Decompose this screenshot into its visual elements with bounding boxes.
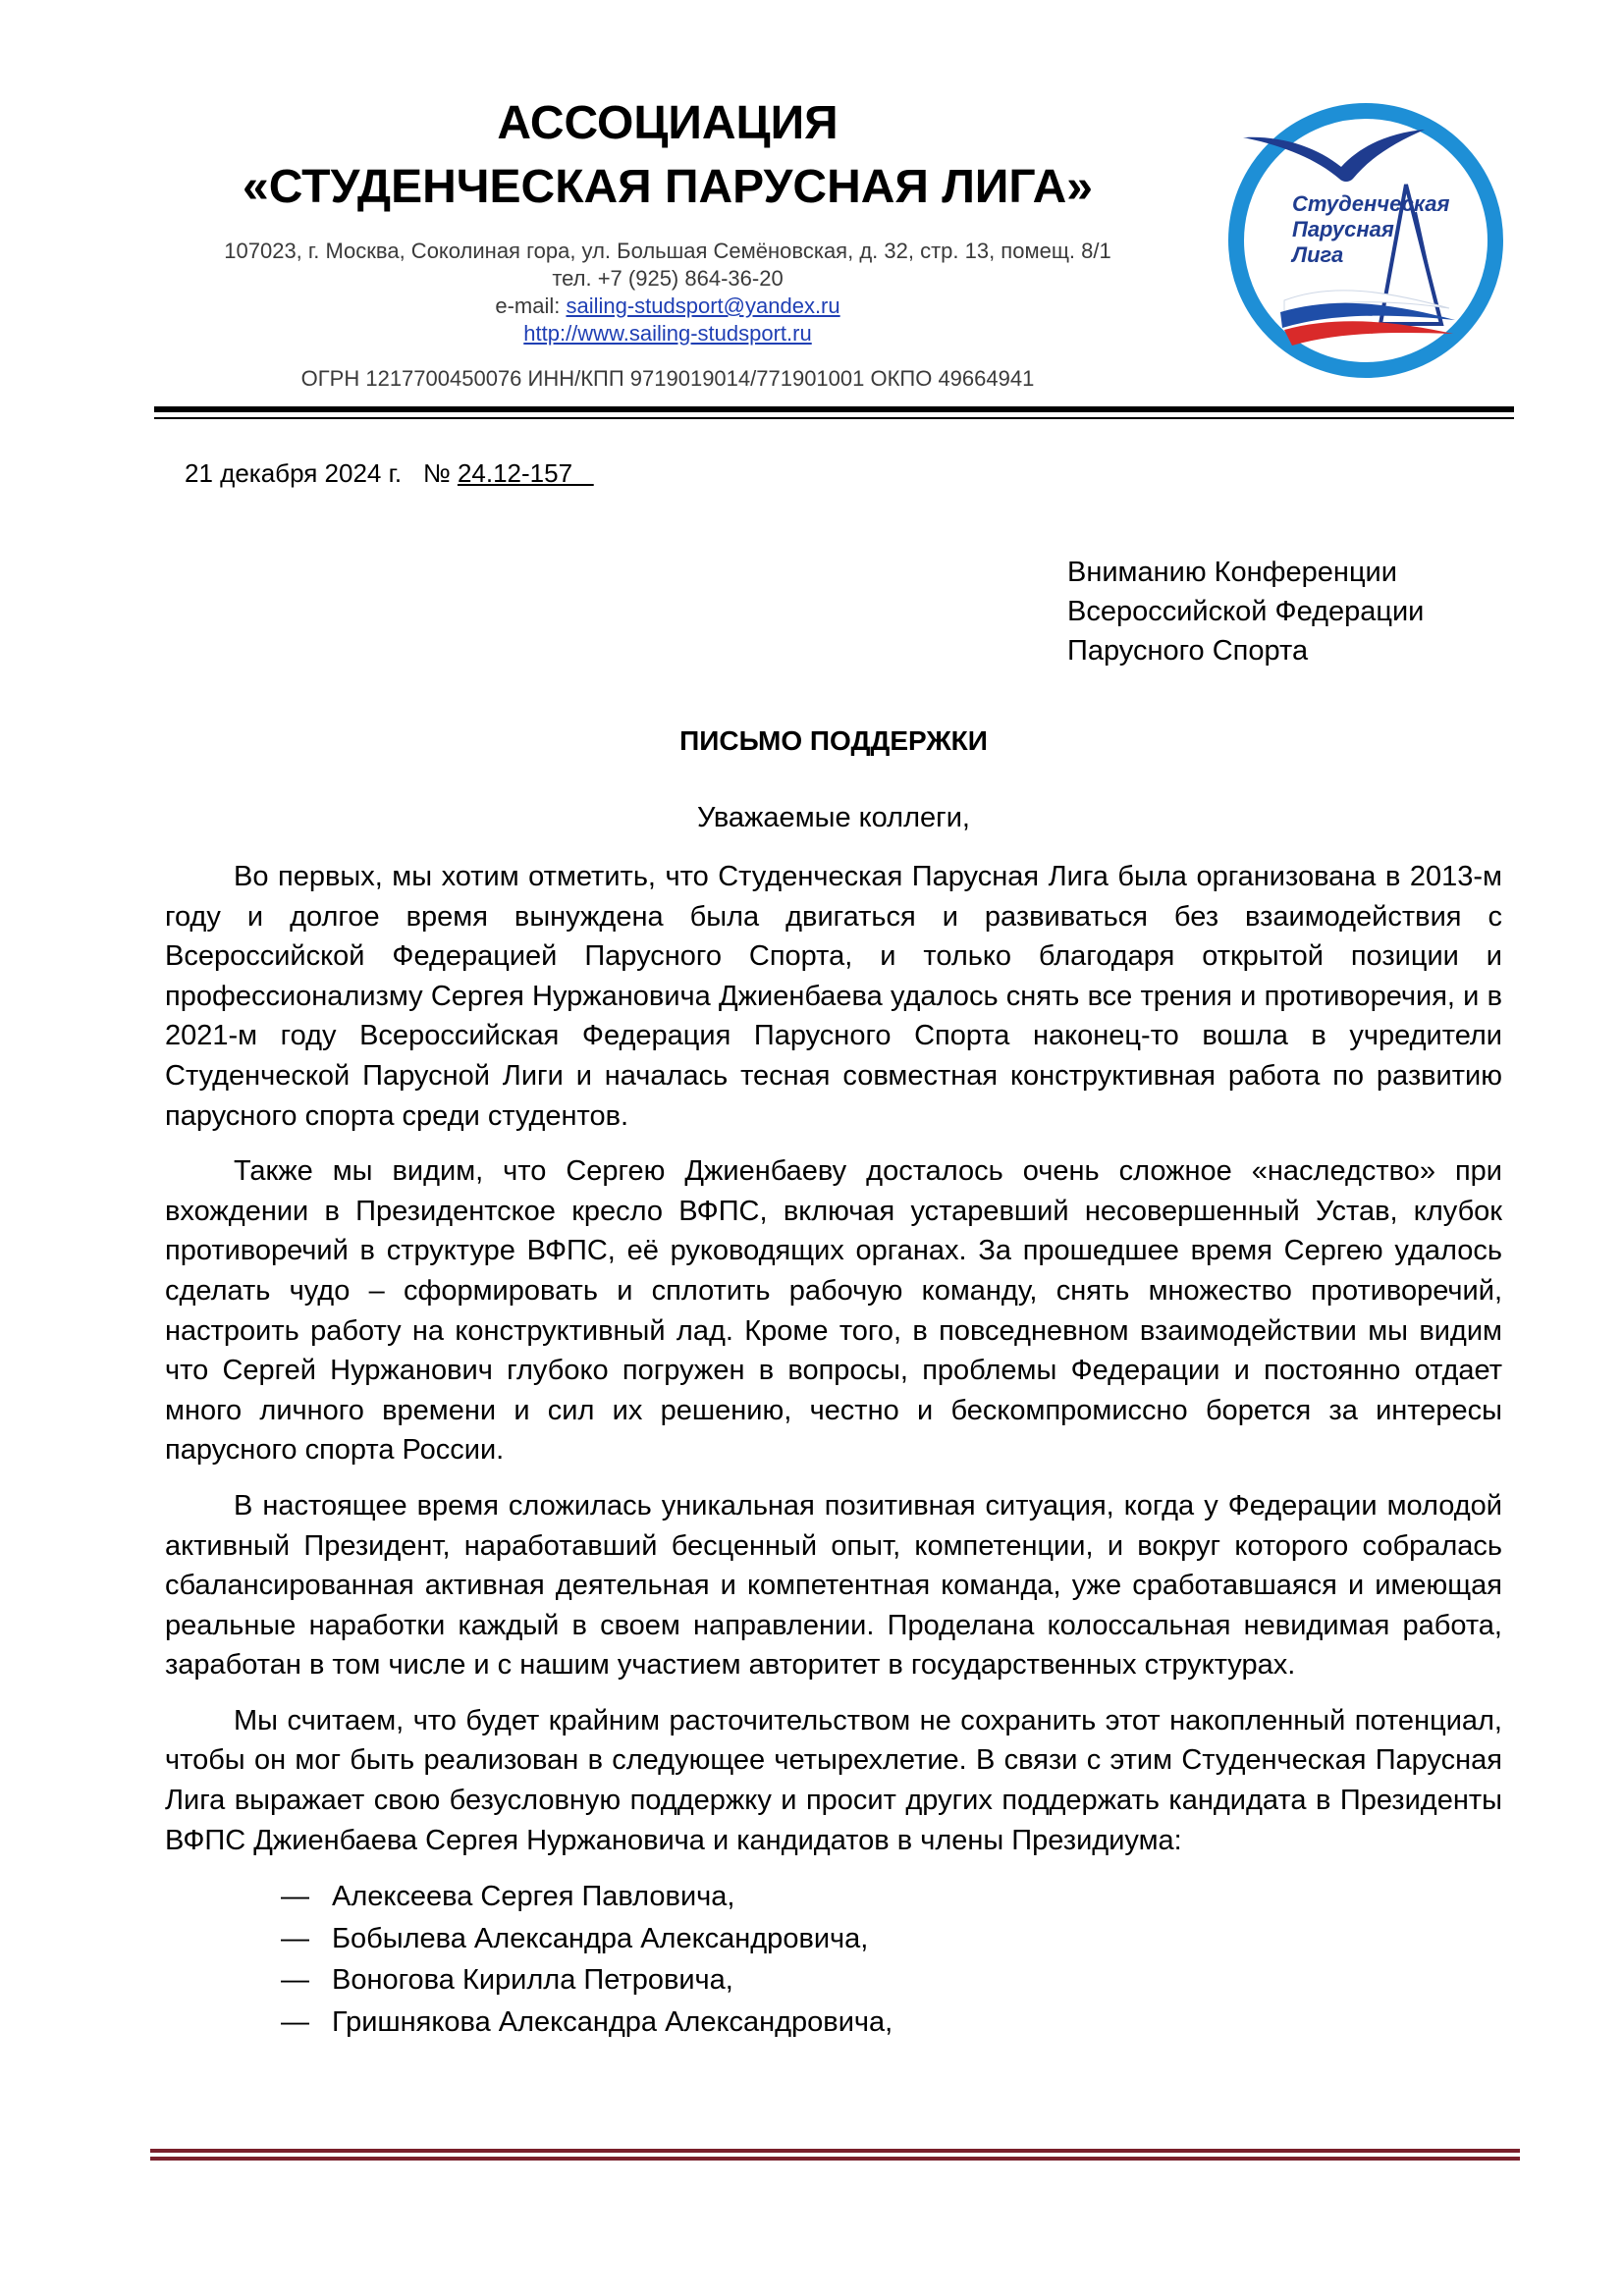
letter-heading: ПИСЬМО ПОДДЕРЖКИ xyxy=(679,725,988,756)
list-item xyxy=(281,1876,1502,1918)
letter-number: 24.12-157 xyxy=(457,458,594,488)
org-website-line xyxy=(147,320,1188,347)
date-number-line xyxy=(185,457,594,489)
logo-text-3: Лига xyxy=(1292,242,1344,267)
list-marker: — xyxy=(281,2006,309,2039)
list-marker: — xyxy=(281,1964,309,1997)
addressee-line-3: Парусного Спорта xyxy=(1067,635,1309,667)
letter-body xyxy=(165,857,1502,2044)
org-email-line xyxy=(147,293,1188,320)
org-title-line-2: «СТУДЕНЧЕСКАЯ ПАРУСНАЯ ЛИГА» xyxy=(243,161,1093,213)
org-title-line-1: АССОЦИАЦИЯ xyxy=(497,97,839,149)
header-divider xyxy=(154,406,1514,422)
footer-divider xyxy=(150,2149,1520,2163)
candidate-name: Бобылева Александра Александровича, xyxy=(332,1922,869,1954)
addressee-line-2: Всероссийской Федерации xyxy=(1067,596,1425,627)
number-prefix: № xyxy=(422,458,458,488)
list-item xyxy=(281,1959,1502,2002)
letter-date: 21 декабря 2024 г. xyxy=(185,458,403,488)
list-item xyxy=(281,1918,1502,1960)
candidate-name: Гришнякова Александра Александровича, xyxy=(332,2006,893,2039)
org-phone: тел. +7 (925) 864-36-20 xyxy=(552,266,784,291)
candidate-name: Алексеева Сергея Павловича, xyxy=(332,1881,735,1913)
body-paragraph-1: Во первых, мы хотим отметить, что Студенческая Парусная Лига была организована в 2013-м году и долгое время вынуждена была двигаться и развиваться без взаимодействия с Всероссийской Федерацией Парусного Спорта, и только благодаря открытой позиции и профессионализму Сергея Нуржановича Джиенбаева удалось снять все трения и противоречия, и в 2021-м году Всероссийская Федерация Парусного Спорта наконец-то вошла в учредители Студенческой Парусной Лиги и началась тесная совместная конструктивная работа по развитию парусного спорта среди студентов. xyxy=(165,861,1502,1132)
addressee-line-1: Вниманию Конференции xyxy=(1067,557,1397,588)
body-paragraph-3: В настоящее время сложилась уникальная позитивная ситуация, когда у Федерации молодой активный Президент, наработавший бесценный опыт, компетенции, и вокруг которого собралась сбалансированная активная деятельная и компетентная команда, уже сработавшаяся и имеющая реальные наработки каждый в своем направлении. Проделана колоссальная невидимая работа, заработан в том числе и с нашим участием авторитет в государственных структурах. xyxy=(165,1489,1502,1682)
list-marker: — xyxy=(281,1922,309,1954)
candidate-list xyxy=(165,1876,1502,2043)
org-registry-numbers: ОГРН 1217700450076 ИНН/КПП 9719019014/771901001 ОКПО 49664941 xyxy=(300,366,1035,391)
org-address: 107023, г. Москва, Соколиная гора, ул. Большая Семёновская, д. 32, стр. 13, помещ. 8/1 xyxy=(224,239,1111,263)
seagull-sailboat-logo xyxy=(1223,98,1508,383)
email-link[interactable]: sailing-studsport@yandex.ru xyxy=(566,294,840,318)
list-marker: — xyxy=(281,1881,309,1913)
logo-text-2: Парусная xyxy=(1292,217,1394,241)
list-item xyxy=(281,2002,1502,2044)
candidate-name: Воногова Кирилла Петровича, xyxy=(332,1964,733,1997)
body-paragraph-2: Также мы видим, что Сергею Джиенбаеву досталось очень сложное «наследство» при вхождении в Президентское кресло ВФПС, включая устаревший несовершенный Устав, клубок противоречий в структуре ВФПС, её руководящих органах. За прошедшее время Сергею удалось сделать чудо – сформировать и сплотить рабочую команду, снять множество противоречий, настроить работу на конструктивный лад. Кроме того, в повседневном взаимодействии мы видим что Сергей Нуржанович глубоко погружен в вопросы, проблемы Федерации и постоянно отдает много личного времени и сил их решению, честно и бескомпромиссно борется за интересы парусного спорта России. xyxy=(165,1155,1502,1467)
salutation: Уважаемые коллеги, xyxy=(697,802,970,833)
body-paragraph-4: Мы считаем, что будет крайним расточительством не сохранить этот накопленный потенциал, чтобы он мог быть реализован в следующее четырехлетие. В связи с этим Студенческая Парусная Лига выражает свою безусловную поддержку и просит других поддержать кандидата в Президенты ВФПС Джиенбаева Сергея Нуржановича и кандидатов в члены Президиума: xyxy=(165,1704,1502,1856)
addressee-block xyxy=(1067,553,1424,670)
website-link[interactable]: http://www.sailing-studsport.ru xyxy=(523,321,812,346)
logo-text-1: Студенческая xyxy=(1292,191,1450,216)
email-prefix: e-mail: xyxy=(495,294,567,318)
